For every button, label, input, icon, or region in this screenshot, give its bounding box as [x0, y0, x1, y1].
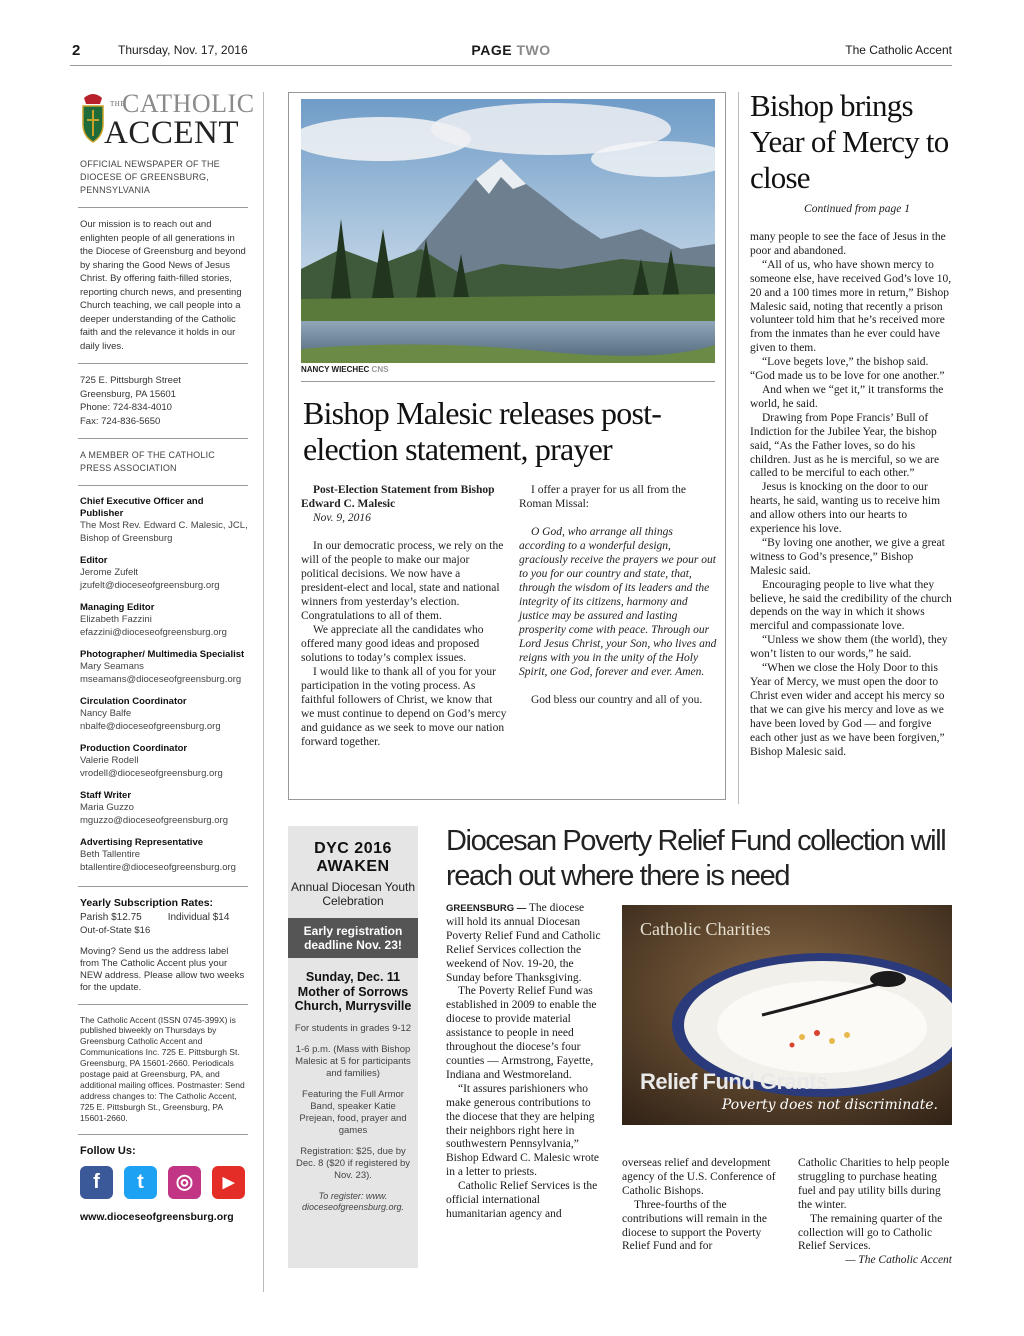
dyc-featuring: Featuring the Full Armor Band, speaker Katie Prejean, food, prayer and games	[299, 1088, 407, 1136]
rates-title: Yearly Subscription Rates:	[80, 897, 214, 909]
graphic-title: Relief Fund Grants	[640, 1069, 828, 1094]
staff-role: Circulation Coordinator	[80, 696, 187, 707]
contact-address	[78, 364, 250, 438]
story-paragraph: Three-fourths of the contributions will remain in the diocese to support the Poverty Relief Fund and for	[622, 1198, 768, 1253]
relief-fund-graphic	[622, 905, 952, 1125]
staff-name: Jerome Zufelt	[80, 567, 139, 578]
staff-email[interactable]: mguzzo@dioceseofgreensburg.org	[80, 814, 229, 826]
story-paragraph: “When we close the Holy Door to this Year of Mercy, we must open the door to Christ even wider and accept his mercy so that we can give his mercy and love as we have been loved by God — and forgive each other just as we have been forgiven,” Bishop Malesic said.	[750, 662, 945, 758]
rate-parish: Parish $12.75	[80, 911, 142, 923]
story-paragraph: Catholic Relief Services is the official international humanitarian agency and	[446, 1180, 598, 1220]
rate-out-of-state: Out-of-State $16	[80, 925, 151, 936]
post-election-story-box	[288, 92, 726, 800]
staff-email[interactable]: btallentire@dioceseofgreensburg.org	[80, 861, 236, 873]
paper-name: The Catholic Accent	[845, 43, 952, 57]
dyc-date-location: Sunday, Dec. 11 Mother of Sorrows Church, Murrysville	[294, 970, 412, 1013]
website-link[interactable]: www.dioceseofgreensburg.org	[80, 1211, 234, 1224]
story-paragraph: The Poverty Relief Fund was established in 2009 to enable the diocese to provide material assistance to people in need throughout the diocese’s four counties — Armstrong, Fayette, Indiana and Westmoreland.	[446, 985, 597, 1081]
rates-row	[80, 911, 248, 925]
dyc-registration: Registration: $25, due by Dec. 8 ($20 if registered by Nov. 23).	[295, 1145, 411, 1181]
story-paragraph: Jesus is knocking on the door to our hearts, he said, wanting us to receive him and allow others into our hearts to experience his love.	[750, 481, 941, 536]
prayer-intro: I offer a prayer for us all from the Roman Missal:	[519, 484, 686, 510]
catholic-accent-logo	[78, 88, 255, 154]
address-line: Greensburg, PA 15601	[80, 388, 176, 400]
dyc-time: 1-6 p.m. (Mass with Bishop Malesic at 5 for participants and families)	[295, 1043, 411, 1079]
divider	[301, 381, 715, 382]
staff-email[interactable]: nbalfe@dioceseofgreensburg.org	[80, 720, 221, 732]
mountain-lake-photo	[301, 99, 715, 363]
fax-number: Fax: 724-836-5650	[80, 415, 161, 427]
facebook-icon[interactable]: f	[80, 1166, 113, 1199]
staff-directory	[78, 496, 250, 874]
dyc-title: DYC 2016 AWAKEN	[314, 840, 392, 875]
issn-notice: The Catholic Accent (ISSN 0745-399X) is published biweekly on Thursdays by Greensburg Catholic Accent and Communications Inc. 725 E. Pittsburgh St. Greensburg, PA 15601-2660. Periodicals postage paid at Greensburg, PA, and additional mailing offices. Postmaster: Send address changes to: The Catholic Accent, 725 E. Pittsburgh St., Greensburg, PA 15601-2660.	[80, 1014, 245, 1123]
subscription-rates	[78, 887, 250, 1004]
column-divider	[738, 92, 739, 804]
story-paragraph: “It assures parishioners who make generous contributions to the diocese that they are helping their neighbors right here in southwestern Pennsylvania,” Bishop Edward C. Malesic wrote in a letter to priests.	[446, 1082, 599, 1179]
logo-the: THE	[110, 100, 126, 108]
staff-role: Photographer/ Multimedia Specialist	[80, 649, 245, 660]
dateline: GREENSBURG —	[446, 903, 527, 914]
staff-role: Chief Executive Officer and Publisher	[80, 496, 204, 519]
story-paragraph: And when we “get it,” it transforms the world, he said.	[750, 383, 944, 410]
mission-statement: Our mission is to reach out and enlighten people of all generations in the Diocese of Greensburg and beyond by sharing the Good News of Jesus Christ. By offering faith-filled stories, reporting church news, and presenting Church teaching, we call people into a deeper understanding of the Catholic faith and the relevance it holds in our daily lives.	[80, 219, 246, 352]
story-headline: Bishop Malesic releases post-election statement, prayer	[303, 395, 662, 467]
story-paragraph: “Unless we show them (the world), they won’t listen to our words,” he said.	[750, 634, 948, 661]
youtube-icon[interactable]: ▶	[212, 1166, 245, 1199]
page-header	[70, 40, 952, 66]
photo-agency: CNS	[371, 365, 389, 374]
instagram-icon[interactable]: ◎	[168, 1166, 201, 1199]
story-paragraph: The remaining quarter of the collection will go to Catholic Relief Services.	[798, 1212, 943, 1253]
divider	[78, 1134, 248, 1135]
staff-name: Maria Guzzo	[80, 802, 134, 813]
prayer-text: O God, who arrange all things according to a wonderful design, graciously receive the prayers we pour out to you for our country and state, that, through the wisdom of its leaders and the integrity of its citizens, harmony and justice may be assured and lasting prosperity come with peace. Through our Lord Jesus Christ, your Son, who lives and reigns with you in the unity of the Holy Spirit, one God, forever and ever. Amen.	[519, 526, 717, 678]
mercy-story-body	[750, 231, 952, 759]
story-paragraph: many people to see the face of Jesus in the poor and abandoned.	[750, 231, 946, 257]
dyc-subtitle: Annual Diocesan Youth Celebration	[290, 880, 416, 908]
column-divider	[263, 92, 264, 1292]
staff-email[interactable]: efazzini@dioceseofgreensburg.org	[80, 626, 227, 638]
statement-column-left	[301, 483, 507, 749]
twitter-icon[interactable]: t	[124, 1166, 157, 1199]
poverty-column-2	[622, 1157, 778, 1254]
dyc-grades: For students in grades 9-12	[294, 1022, 412, 1034]
follow-us-label: Follow Us:	[80, 1144, 136, 1157]
staff-role: Managing Editor	[80, 602, 155, 613]
staff-name: The Most Rev. Edward C. Malesic, JCL, Bishop of Greensburg	[80, 520, 248, 544]
story-paragraph: Encouraging people to live what they believe, he said the credibility of the church depends on the way in which it shows merciful and compassionate love.	[750, 578, 952, 633]
staff-role: Production Coordinator	[80, 743, 188, 754]
phone-number: Phone: 724-834-4010	[80, 402, 172, 413]
statement-paragraph: We appreciate all the candidates who offered many good ideas and proposed solutions to today’s complex issues.	[301, 624, 484, 664]
masthead-sidebar	[78, 88, 255, 1225]
story-paragraph: Catholic Charities to help people struggling to purchase heating fuel and pay utility bills during the winter.	[798, 1157, 950, 1211]
story-paragraph: overseas relief and development agency of the U.S. Conference of Catholic Bishops.	[622, 1157, 776, 1197]
story-paragraph: The diocese will hold its annual Diocesan Poverty Relief Fund and Catholic Relief Services collection the weekend of Nov. 19-20, the Sunday before Thanksgiving.	[446, 902, 601, 984]
staff-name: Valerie Rodell	[80, 755, 139, 766]
photographer: NANCY WIECHEC	[301, 365, 370, 374]
poverty-headline: Diocesan Poverty Relief Fund collection will reach out where there is need	[446, 825, 946, 892]
story-signoff: — The Catholic Accent	[845, 1254, 952, 1267]
staff-email[interactable]: vrodell@dioceseofgreensburg.org	[80, 767, 223, 779]
page-number: 2	[72, 42, 81, 59]
press-association: A MEMBER OF THE CATHOLIC PRESS ASSOCIATION	[80, 450, 215, 473]
statement-paragraph: I would like to thank all of you for your participation in the voting process. As faithful followers of Christ, we know that we must continue to depend on God’s mercy and guidance as we seek to move our nation forward together.	[301, 666, 507, 748]
section-title-b: TWO	[516, 42, 551, 58]
story-paragraph: “By loving one another, we give a great witness to God’s presence,” Bishop Malesic said.	[750, 536, 945, 577]
graphic-tagline: Poverty does not discriminate.	[721, 1097, 938, 1113]
statement-date: Nov. 9, 2016	[313, 512, 371, 524]
mercy-headline: Bishop brings Year of Mercy to close	[750, 88, 949, 195]
graphic-brand: Catholic Charities	[640, 919, 771, 939]
moving-notice: Moving? Send us the address label from The Catholic Accent plus your NEW address. Please allow two weeks for the update.	[80, 945, 245, 993]
story-paragraph: Drawing from Pope Francis’ Bull of Indiction for the Jubilee Year, the bishop said, “As the Father loves, so do his children. Just as he is merciful, so we are called to be merciful to each other.”	[750, 411, 940, 480]
photo-credit	[301, 365, 388, 374]
staff-name: Mary Seamans	[80, 661, 144, 672]
staff-email[interactable]: jzufelt@dioceseofgreensburg.org	[80, 579, 220, 591]
statement-title: Post-Election Statement from Bishop Edward C. Malesic	[301, 484, 495, 510]
masthead-tagline: OFFICIAL NEWSPAPER OF THE DIOCESE OF GREENSBURG, PENNSYLVANIA	[80, 159, 220, 195]
dyc-deadline: Early registration deadline Nov. 23!	[288, 918, 418, 958]
logo-catholic: CATHOLIC	[122, 89, 255, 118]
divider	[78, 485, 248, 486]
logo-accent: ACCENT	[104, 115, 239, 151]
staff-name: Beth Tallentire	[80, 849, 141, 860]
statement-column-right	[519, 483, 719, 707]
staff-role: Staff Writer	[80, 790, 132, 801]
poverty-column-3	[798, 1157, 952, 1268]
dyc-register-link[interactable]: To register: www. dioceseofgreensburg.org.	[301, 1190, 405, 1212]
statement-paragraph: In our democratic process, we rely on the will of the people to make our major political decisions. We now have a president-elect and local, state and national winners from yesterday’s election. Congratulations to all of them.	[301, 540, 504, 622]
story-paragraph: “All of us, who have shown mercy to someone else, have received God’s love 10, 20 and a 100 times more in return,” Bishop Malesic said, noting that recently a prison volunteer told him that he’s received more from the inmates than he ever could have given to them.	[750, 258, 952, 355]
social-links	[80, 1166, 250, 1199]
story-paragraph: “Love begets love,” the bishop said. “God made us to be love for one another.”	[750, 356, 945, 383]
staff-name: Nancy Balfe	[80, 708, 132, 719]
address-line: 725 E. Pittsburgh Street	[80, 375, 181, 386]
staff-role: Advertising Representative	[80, 837, 204, 848]
continued-from: Continued from page 1	[804, 203, 910, 215]
section-title-a: PAGE	[471, 42, 513, 58]
staff-name: Elizabeth Fazzini	[80, 614, 152, 625]
section-title	[70, 42, 952, 58]
staff-email[interactable]: mseamans@dioceseofgreensburg.org	[80, 673, 242, 685]
issue-date: Thursday, Nov. 17, 2016	[118, 43, 248, 57]
staff-role: Editor	[80, 555, 108, 566]
poverty-column-1	[446, 902, 602, 1222]
statement-closing: God bless our country and all of you.	[531, 694, 703, 706]
rate-individual: Individual $14	[167, 911, 230, 923]
dyc-event-box	[288, 826, 418, 1268]
